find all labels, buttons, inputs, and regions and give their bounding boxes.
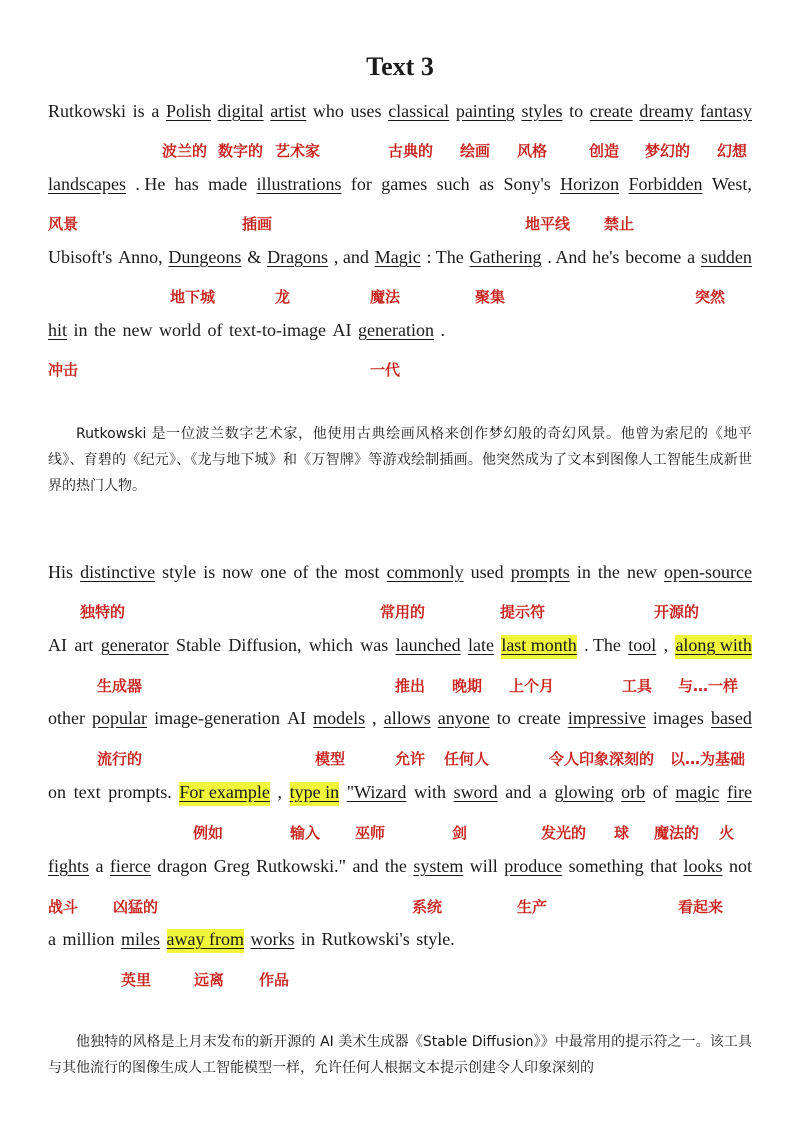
- word: such: [436, 174, 470, 194]
- gloss: 龙: [275, 288, 291, 306]
- word: who: [312, 101, 344, 121]
- word: launched: [395, 635, 461, 655]
- word: based: [710, 708, 752, 728]
- word: a: [538, 782, 547, 802]
- word: Dragons: [267, 247, 329, 267]
- word: , and: [333, 247, 369, 267]
- word: create: [517, 708, 561, 728]
- gloss: 流行的: [97, 750, 143, 768]
- gloss: 凶猛的: [113, 898, 159, 916]
- word: orb: [621, 782, 646, 802]
- gloss: 冲击: [48, 361, 79, 379]
- word: .: [440, 320, 445, 340]
- gloss: 一代: [370, 361, 401, 379]
- word: works: [250, 929, 295, 949]
- gloss: 任何人: [444, 750, 490, 768]
- word: fire: [726, 782, 752, 802]
- word: styles: [521, 101, 563, 121]
- word: prompts.: [108, 782, 172, 802]
- word: Sony's: [503, 174, 551, 194]
- translation-text: 他独特的风格是上月末发布的新开源的 AI 美术生成器《Stable Diffusion》》中最常用的提示符之一。该工具与其他流行的图像生成人工智能模型一样，允许任何人根据文本提示创建令人印象深刻的: [48, 1034, 752, 1076]
- gloss: 例如: [193, 824, 224, 842]
- word: tool: [628, 635, 657, 655]
- word: a: [687, 247, 696, 267]
- word: images: [652, 708, 704, 728]
- word: new: [626, 562, 657, 582]
- gloss: 远离: [194, 971, 225, 989]
- word: landscapes: [48, 174, 126, 194]
- word: style.: [416, 929, 455, 949]
- word: Greg: [213, 856, 250, 876]
- word: used: [470, 562, 504, 582]
- gloss: 生成器: [97, 677, 143, 695]
- word: with: [413, 782, 446, 802]
- word: . He: [135, 174, 166, 194]
- word: : The: [426, 247, 464, 267]
- p2-line-2: [48, 635, 752, 659]
- word: fierce: [109, 856, 151, 876]
- word: made: [208, 174, 248, 194]
- word: fights: [48, 856, 90, 876]
- word: million: [62, 929, 115, 949]
- word: fantasy: [699, 101, 752, 121]
- word: was: [360, 635, 389, 655]
- gloss: 以…为基础: [670, 750, 746, 768]
- gloss: 创造: [589, 142, 620, 160]
- page-title: Text 3: [366, 52, 434, 81]
- word: models: [313, 708, 366, 728]
- word: of: [207, 320, 223, 340]
- word: the: [94, 320, 117, 340]
- gloss: 突然: [695, 288, 726, 306]
- word: . The: [584, 635, 621, 655]
- word: Magic: [374, 247, 421, 267]
- word: ,: [663, 635, 669, 655]
- p2-line-4: [48, 782, 752, 806]
- word: now: [222, 562, 254, 582]
- word: generator: [100, 635, 169, 655]
- word: Rutkowski: [48, 101, 127, 121]
- word: a: [151, 101, 160, 121]
- word: on: [48, 782, 66, 802]
- gloss: 与…一样: [678, 677, 739, 695]
- gloss: 允许: [395, 750, 426, 768]
- gloss: 幻想: [717, 142, 748, 160]
- gloss: 开源的: [654, 603, 700, 621]
- word: something: [568, 856, 644, 876]
- word: is: [132, 101, 145, 121]
- gloss: 提示符: [500, 603, 546, 621]
- word: type in: [290, 782, 340, 806]
- gloss: 剑: [452, 824, 468, 842]
- chinese-translation-2: [48, 1029, 752, 1081]
- gloss: 英里: [121, 971, 152, 989]
- word: image-generation: [154, 708, 281, 728]
- gloss: 推出: [395, 677, 426, 695]
- word: West,: [711, 174, 752, 194]
- word: artist: [270, 101, 307, 121]
- gloss: 波兰的: [162, 142, 208, 160]
- gloss: 风格: [517, 142, 548, 160]
- word: His: [48, 562, 74, 582]
- word: late: [467, 635, 494, 655]
- word: . And: [547, 247, 587, 267]
- word: digital: [217, 101, 264, 121]
- word: Dungeons: [168, 247, 242, 267]
- word: Horizon: [560, 174, 620, 194]
- p2-line-3: [48, 708, 752, 732]
- word: in: [300, 929, 315, 949]
- word: &: [247, 247, 262, 267]
- gloss: 作品: [259, 971, 290, 989]
- word: as: [479, 174, 495, 194]
- word: generation: [358, 320, 434, 340]
- word: most: [344, 562, 380, 582]
- word: of: [293, 562, 309, 582]
- word: create: [589, 101, 633, 121]
- word: art: [74, 635, 94, 655]
- gloss: 绘画: [460, 142, 491, 160]
- gloss: 独特的: [80, 603, 126, 621]
- gloss: 球: [614, 824, 630, 842]
- word: text-to-image: [229, 320, 326, 340]
- p1-line-2: [48, 174, 752, 198]
- gloss: 禁止: [604, 215, 635, 233]
- gloss: 插画: [242, 215, 273, 233]
- word: looks: [683, 856, 723, 876]
- gloss: 火: [719, 824, 735, 842]
- gloss: 魔法: [370, 288, 401, 306]
- word: Anno,: [118, 247, 163, 267]
- word: games: [381, 174, 428, 194]
- word: For example: [179, 782, 269, 806]
- gloss: 系统: [412, 898, 443, 916]
- word: Gathering: [469, 247, 542, 267]
- word: open-source: [664, 562, 752, 582]
- word: Rutkowski.": [256, 856, 346, 876]
- word: produce: [504, 856, 563, 876]
- word: the: [315, 562, 338, 582]
- word: Ubisoft's: [48, 247, 113, 267]
- word: of: [652, 782, 668, 802]
- word: Rutkowski's: [321, 929, 410, 949]
- gloss: 看起来: [678, 898, 724, 916]
- word: ,: [277, 782, 282, 802]
- word: which: [308, 635, 353, 655]
- p2-line-1: [48, 562, 752, 586]
- word: Diffusion,: [228, 635, 302, 655]
- p2-line-6: [48, 929, 752, 953]
- word: not: [728, 856, 752, 876]
- word: new: [122, 320, 153, 340]
- word: has: [174, 174, 199, 194]
- word: to: [569, 101, 584, 121]
- word: the: [384, 856, 407, 876]
- word: magic: [675, 782, 720, 802]
- word: Stable: [176, 635, 222, 655]
- word: commonly: [386, 562, 464, 582]
- word: one: [260, 562, 287, 582]
- word: a: [95, 856, 104, 876]
- gloss: 地下城: [170, 288, 216, 306]
- word: Polish: [165, 101, 211, 121]
- word: last month: [501, 635, 577, 659]
- word: painting: [455, 101, 515, 121]
- word: world: [159, 320, 202, 340]
- word: in: [73, 320, 88, 340]
- word: sword: [453, 782, 498, 802]
- word: miles: [121, 929, 161, 949]
- chinese-translation-1: [48, 421, 752, 499]
- word: illustrations: [256, 174, 342, 194]
- word: and: [505, 782, 532, 802]
- gloss: 梦幻的: [645, 142, 691, 160]
- gloss: 地平线: [525, 215, 571, 233]
- p1-line-4: [48, 320, 752, 344]
- gloss: 常用的: [380, 603, 426, 621]
- word: in: [576, 562, 591, 582]
- word: along with: [675, 635, 752, 659]
- word: ,: [372, 708, 377, 728]
- word: away from: [167, 929, 244, 953]
- word: is: [203, 562, 216, 582]
- word: AI: [332, 320, 352, 340]
- word: style: [162, 562, 197, 582]
- gloss: 令人印象深刻的: [549, 750, 655, 768]
- gloss: 聚集: [475, 288, 506, 306]
- word: "Wizard: [346, 782, 407, 802]
- word: AI: [48, 635, 67, 655]
- gloss: 魔法的: [654, 824, 700, 842]
- word: uses: [350, 101, 382, 121]
- word: text: [73, 782, 101, 802]
- word: he's: [592, 247, 620, 267]
- p2-line-5: [48, 856, 752, 880]
- p1-line-1: [48, 101, 752, 125]
- gloss: 巫师: [355, 824, 386, 842]
- word: become: [625, 247, 682, 267]
- word: sudden: [700, 247, 752, 267]
- word: classical: [388, 101, 450, 121]
- word: hit: [48, 320, 68, 340]
- gloss: 战斗: [48, 898, 79, 916]
- gloss: 古典的: [388, 142, 434, 160]
- word: Forbidden: [628, 174, 703, 194]
- word: system: [413, 856, 464, 876]
- p1-line-3: [48, 247, 752, 271]
- word: distinctive: [80, 562, 156, 582]
- word: other: [48, 708, 85, 728]
- gloss: 上个月: [509, 677, 555, 695]
- word: to: [496, 708, 511, 728]
- word: a: [48, 929, 56, 949]
- gloss: 数字的: [218, 142, 264, 160]
- word: dreamy: [639, 101, 694, 121]
- word: prompts: [510, 562, 570, 582]
- word: allows: [383, 708, 431, 728]
- word: and: [352, 856, 379, 876]
- word: popular: [92, 708, 148, 728]
- word: that: [650, 856, 678, 876]
- word: will: [469, 856, 498, 876]
- gloss: 模型: [315, 750, 346, 768]
- gloss: 晚期: [452, 677, 483, 695]
- gloss: 输入: [290, 824, 321, 842]
- gloss: 生产: [517, 898, 548, 916]
- word: anyone: [437, 708, 490, 728]
- gloss: 艺术家: [275, 142, 321, 160]
- word: dragon: [157, 856, 208, 876]
- translation-text: Rutkowski 是一位波兰数字艺术家，他使用古典绘画风格来创作梦幻般的奇幻风景。他曾为索尼的《地平线》、育碧的《纪元》、《龙与地下城》和《万智牌》等游戏绘制插画。他突然成为了文本到图像人工智能生成新世界的热门人物。: [48, 426, 752, 494]
- word: glowing: [554, 782, 614, 802]
- gloss: 发光的: [541, 824, 587, 842]
- word: impressive: [567, 708, 646, 728]
- gloss: 工具: [622, 677, 653, 695]
- word: AI: [287, 708, 307, 728]
- word: for: [350, 174, 372, 194]
- word: the: [597, 562, 620, 582]
- gloss: 风景: [48, 215, 79, 233]
